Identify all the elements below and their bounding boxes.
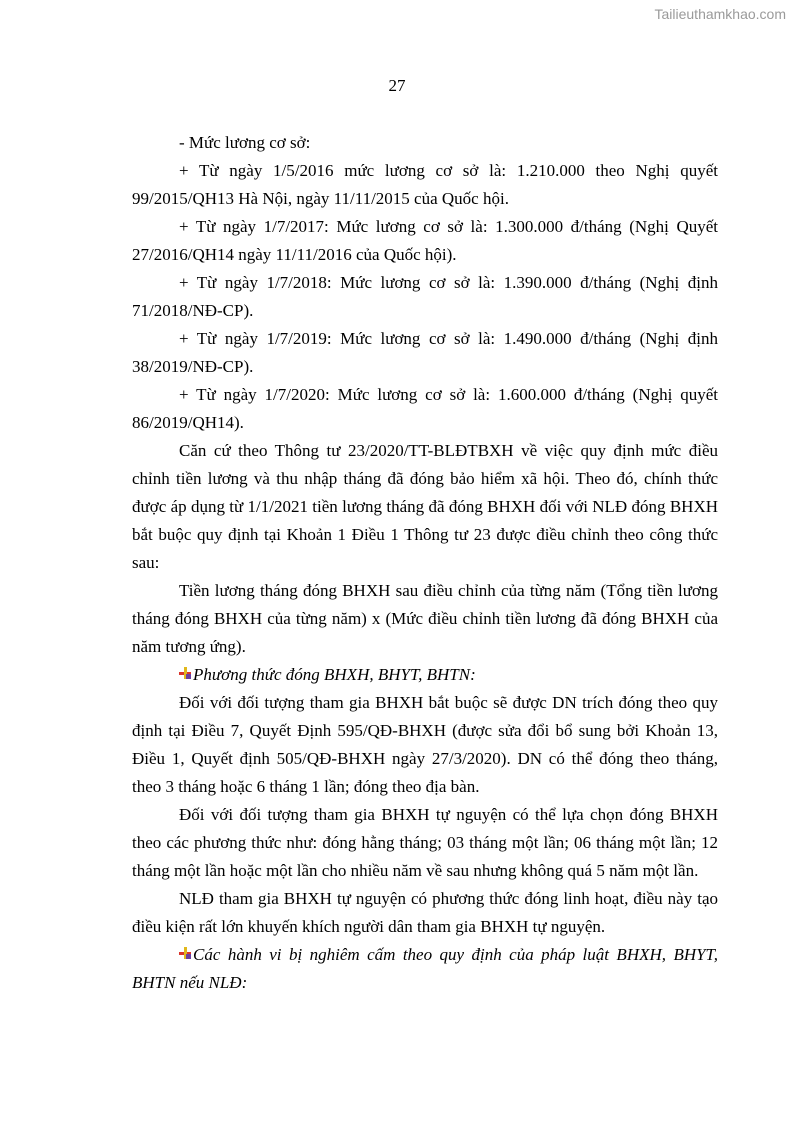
watermark: Tailieuthamkhao.com xyxy=(654,6,786,22)
paragraph: + Từ ngày 1/7/2017: Mức lương cơ sở là: 1.300.000 đ/tháng (Nghị Quyết 27/2016/QH14 ngày 11/11/2016 của Quốc hội). xyxy=(132,217,718,264)
paragraph: NLĐ tham gia BHXH tự nguyện có phương thức đóng linh hoạt, điều này tạo điều kiện rất lớn khuyến khích người dân tham gia BHXH tự nguyện. xyxy=(132,889,718,936)
page-number: 27 xyxy=(388,76,406,95)
paragraph: Tiền lương tháng đóng BHXH sau điều chỉnh của từng năm (Tổng tiền lương tháng đóng BHXH của từng năm) x (Mức điều chỉnh tiền lương đã đóng BHXH của năm tương ứng). xyxy=(132,581,718,656)
paragraph: - Mức lương cơ sở: xyxy=(179,133,311,152)
heading-text: Các hành vi bị nghiêm cấm theo quy định của pháp luật BHXH, BHYT, BHTN nếu NLĐ: xyxy=(132,945,718,992)
bullet-icon xyxy=(179,947,191,959)
document-body xyxy=(132,129,718,997)
bullet-icon xyxy=(179,667,191,679)
paragraph: Đối với đối tượng tham gia BHXH tự nguyện có thể lựa chọn đóng BHXH theo các phương thức như: đóng hằng tháng; 03 tháng một lần; 06 tháng một lần; 12 tháng một lần hoặc một lần cho nhiều năm về sau nhưng không quá 5 năm một lần. xyxy=(132,805,718,880)
section-heading xyxy=(132,941,718,997)
paragraph: + Từ ngày 1/7/2019: Mức lương cơ sở là: 1.490.000 đ/tháng (Nghị định 38/2019/NĐ-CP). xyxy=(132,329,718,376)
heading-text: Phương thức đóng BHXH, BHYT, BHTN: xyxy=(193,665,476,684)
paragraph: Đối với đối tượng tham gia BHXH bắt buộc sẽ được DN trích đóng theo quy định tại Điều 7, Quyết Định 595/QĐ-BHXH (được sửa đổi bổ sung bởi Khoản 13, Điều 1, Quyết định 505/QĐ-BHXH ngày 27/3/2020). DN có thể đóng theo tháng, theo 3 tháng hoặc 6 tháng 1 lần; đóng theo địa bàn. xyxy=(132,693,718,796)
paragraph: + Từ ngày 1/7/2020: Mức lương cơ sở là: 1.600.000 đ/tháng (Nghị quyết 86/2019/QH14). xyxy=(132,385,718,432)
section-heading xyxy=(132,661,718,689)
paragraph: + Từ ngày 1/7/2018: Mức lương cơ sở là: 1.390.000 đ/tháng (Nghị định 71/2018/NĐ-CP). xyxy=(132,273,718,320)
paragraph: Căn cứ theo Thông tư 23/2020/TT-BLĐTBXH về việc quy định mức điều chỉnh tiền lương và thu nhập tháng đã đóng bảo hiểm xã hội. Theo đó, chính thức được áp dụng từ 1/1/2021 tiền lương tháng đã đóng BHXH đối với NLĐ đóng BHXH bắt buộc quy định tại Khoản 1 Điều 1 Thông tư 23 được điều chỉnh theo công thức sau: xyxy=(132,441,718,572)
paragraph: + Từ ngày 1/5/2016 mức lương cơ sở là: 1.210.000 theo Nghị quyết 99/2015/QH13 Hà Nội, ngày 11/11/2015 của Quốc hội. xyxy=(132,161,718,208)
